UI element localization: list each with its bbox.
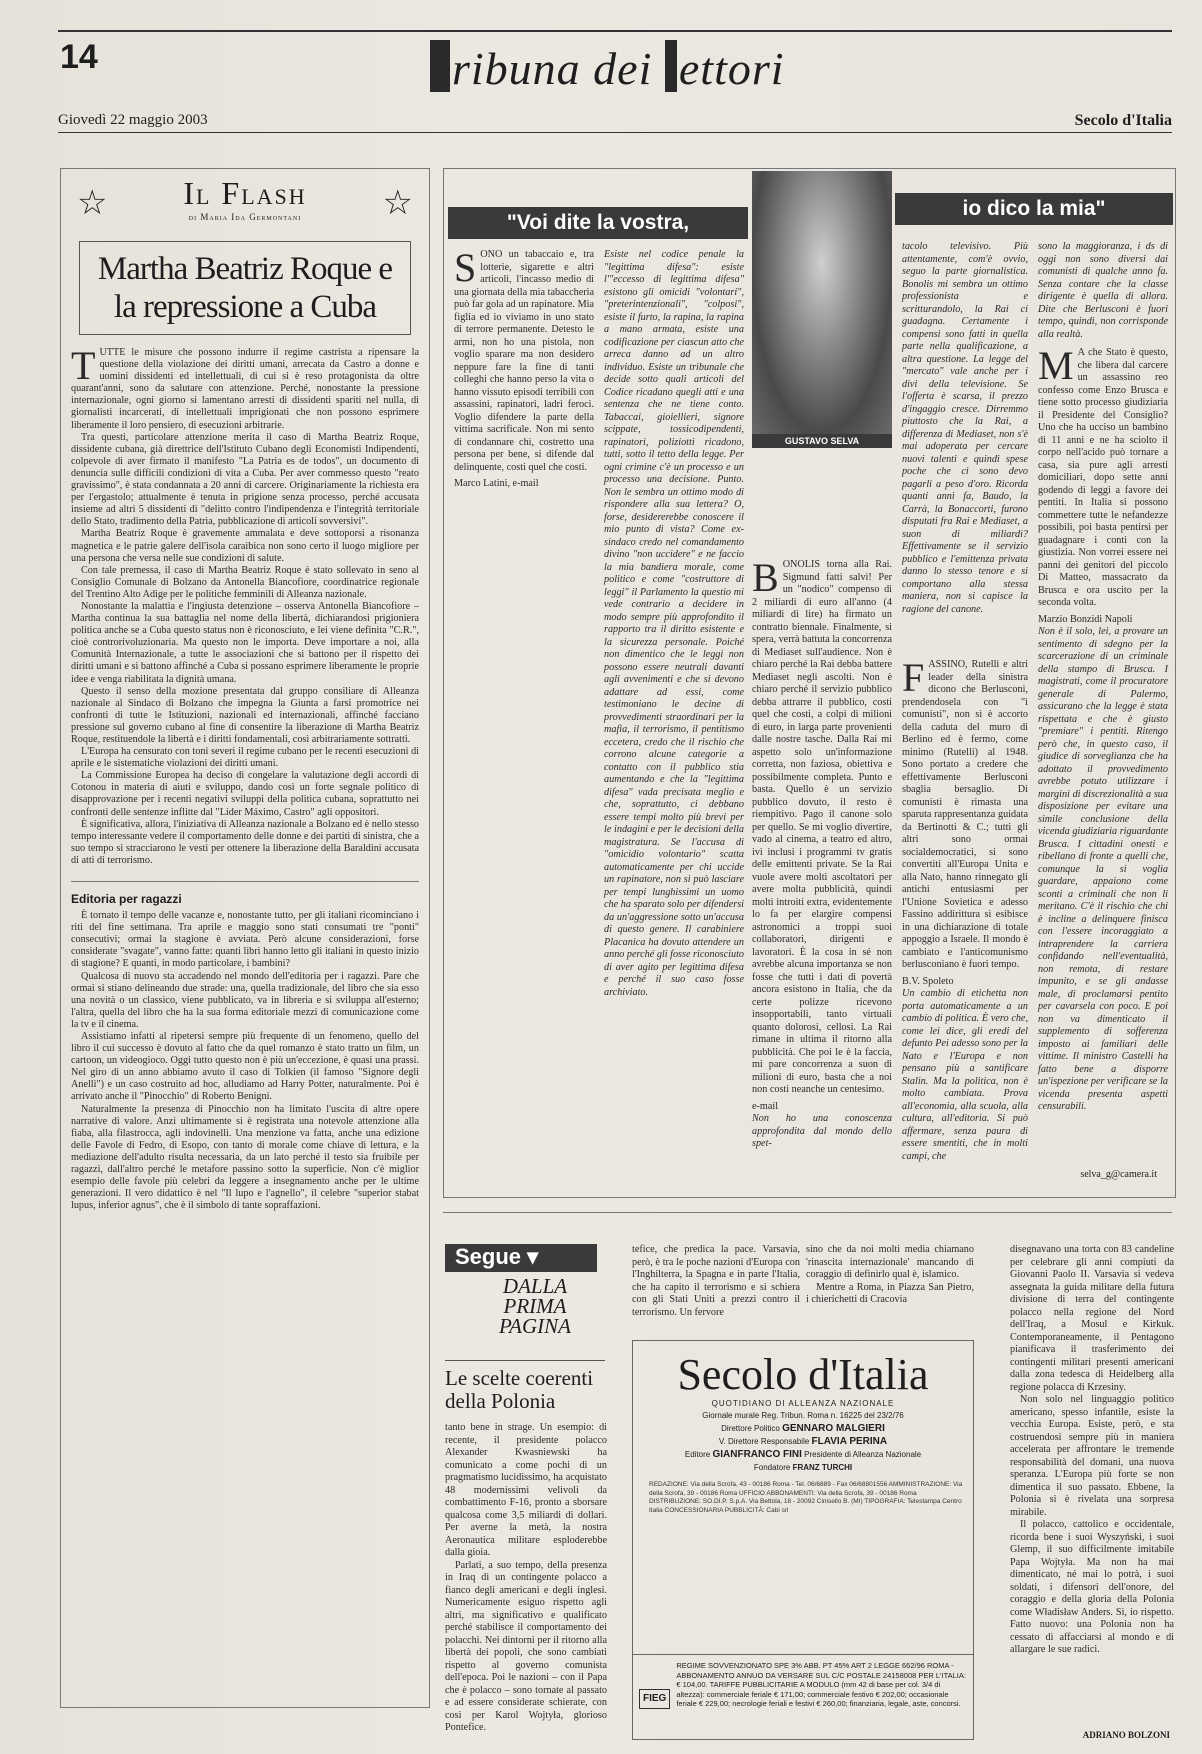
top-rule: [58, 30, 1172, 32]
letter-signature: B.V. Spoleto: [902, 975, 954, 987]
letter-reply: Non è il solo, lei, a provare un sentimento di sdegno per la scarcerazione di un criminale della stampo di Brusca. I magistrati, come il procuratore generale di Palermo, assicurano che la legge è stata rispettata e che è giusto "premiare" i pentiti. Ritengo però che, in questo caso, il giudice di sorveglianza che ha adottato il provvedimento avrebbe potuto utilizzare i margini di discrezionalità a sua disposizione per evitare una simile conclusione della vicenda giudiziaria riguardante Brusca. I cittadini onesti e ribellano di fronte a quelli che, comunque la si voglia guardare, appaiono come sconti a criminali che non li meritano. C'è il rischio che chi è incline a delinquere finisca con l'essere incoraggiato a intraprendere la carriera confidando nell'eventualità, non remota, di restare impunito, e se gli andasse male, di proclamarsi pentito per cavarsela con poco. E poi non va dimenticato il supplemento di sofferenza imposto ai familiari delle vittime. Il ministro Castelli ha fatto bene a disporre un'ispezione per verificare se la vicenda presenta aspetti censurabili.: [1038, 626, 1168, 1112]
paper-logo: Secolo d'Italia: [677, 1350, 929, 1399]
segue-column-4: disegnavano una torta con 83 candeline per celebrare gli anni compiuti da Giovanni Paolo II. Varsavia si vedeva assegnata la guida militare della futura divisione di terra del contingente polacco nella regione del Nord dell'Iraq, a Mosul e Kirkuk. Contemporaneamente, il Pentagono pianificava il trasferimento dei contingenti militari presenti americani dalla zona tedesca di Heidelberg alla regione polacca di Krzesiny. Non solo nel linguaggio politico americano, spesso infantile, esiste la vecchia Europa. Esiste, però, e sta costruendosi sempre più in maniera accelerata per affrontare le tremende responsabilità del domani, una nuova speranza. L'Europa più forte se non dimentica il suo passato. Ebbene, la Polonia si è rivelata una sorpresa mirabile. Il polacco, cattolico e occidentale, ricorda bene i suoi Wyszyński, i suoi Glemp, il suo difficilmente imitabile Papa Wojtyła. Ma non ha mai dimenticato, né mai lo potrà, i suoi soldati, i difensori dell'onore, del coraggio e della gloria della Polonia come Władisław Anders. Si, io rispetto. Fatto nuovo: una Polonia non ha cessato di affacciarsi al mondo e di allargare le sue radici.: [1010, 1244, 1174, 1655]
paragraph: Con tale premessa, il caso di Martha Beatriz Roque è stato sollevato in seno al Consiglio Comunale di Bolzano da Antonella Biancofiore, coordinatrice regionale del Trentino Alto Adige per le politiche femminili di Alleanza nazionale.: [71, 564, 419, 600]
letter-column-2: BONOLIS torna alla Rai. Sigmund fatti salvi! Per un "nodico" compenso di 2 miliardi di euro all'anno (4 miliardi di lire) ha firmato un contratto biennale. Finalmente, si spera, verrà battuta la concorrenza di Mediaset sull'audience. Non è chiaro perché la Rai debba battere Mediaset negli ascolti. Non è chiaro perché il servizio pubblico debba attrarre il pubblico, costi quel che costi, a colpi di milioni di euro, in larga parte provenienti dalle nostre tasche. Dalla Rai mi aspetto solo un'informazione corretta, non faziosa, obiettiva e possibilmente completa. Punto e basta. Quello è un servizio pubblico dovuto, il resto è riempitivo. Pago il canone solo per quello. Se mi voglio divertire, vado al cinema, a teatro ed altro, ivi inclusi i programmi tv gratis delle emittenti private. Se la Rai vuole avere molti ascoltatori per avere molta pubblicità, quindi molti introiti extra, evidentemente lo fa per elargire compensi astronomici a troppi suoi collaboratori, dirigenti e lavoratori. È la cosa in sé non avrebbe alcuna importanza se non fosse che tutti i dati di povertà ancora esistono in Italia, che da certe polizze ricevono insopportabili, tanto virtuali quanto dolorosi, cellosi. La Rai rimane in ultima il ritorno alla pubblicità. Che poi le è la faccia, mi pare concorrenza a suon di milioni di euro, basta che a noi non costi neanche un centesimo. e-mail Non ho una conoscenza approfondita dal mondo dello spet-: [752, 555, 892, 1149]
paper-subtitle: QUOTIDIANO DI ALLEANZA NAZIONALE: [711, 1399, 895, 1408]
letter-column-3: FASSINO, Rutelli e altri leader della sinistra dicono che Berlusconi, prendendosela con "i comunisti", non si è accorto della caduta del muro di Berlino ed è fermo, come minimo (Rutelli) al 1948. Sono portato a credere che effettivamente Berlusconi sbaglia bersaglio. Di comunisti è rimasta una sparuta rappresentanza guidata da Bertinotti & C.; tutti gli altri sono ormai socialdemocratici, si sono convertiti all'Europa Unita e alla Nato, hanno rinnegato gli antichi entusiasmi per l'Unione Sovietica e adesso Fassino addirittura si esibisce in una dichiarazione di totale appoggio a Israele. Il mondo è cambiato e l'anticomunismo berlusconiano è fuori tempo. B.V. Spoleto Un cambio di etichetta non porta automaticamente a un cambio di politica. È vero che, come lei dice, gli eredi del defunto Pei adesso sono per la Nato e l'Europa e non pensano più a santificare Stalin. Ma la politica, non è molto cambiata. Prova all'economia, alla scuola, alla cultura, all'editoria. Si può affermare, senza paura di essere smentiti, che in molti campi, che: [902, 655, 1028, 1162]
il-flash-header: [71, 175, 419, 235]
star-icon: ☆: [77, 185, 108, 222]
editor-name: GIANFRANCO FINI: [712, 1449, 802, 1460]
director-name: GENNARO MALGIERI: [782, 1423, 885, 1434]
il-flash-column: [60, 168, 430, 1708]
author-email: selva_g@camera.it: [1080, 1169, 1157, 1180]
segue-headline: Le scelte coerenti della Polonia: [445, 1360, 605, 1413]
article-headline: Martha Beatriz Roque e la repressione a Cuba: [97, 251, 393, 325]
colophon-address: REDAZIONE: Via della Scrofa, 43 - 00186 Roma - Tel. 06/6889 - Fax 06/68801556 AMMINISTRAZIONE: Via della Scrofa, 39 - 00186 Roma UFFICIO ABBONAMENTI: Via della Scrofa, 39 - 00186 Roma DISTRIBUZIONE: SO.DI.P. S.p.A. Via Bettola, 18 - 20092 Cinisello B. (MI) TIPOGRAFIA: Telestampa Centro Italia CONCESSIONARIA PUBBLICITÀ: Cabi srl: [649, 1481, 963, 1514]
headline-box: [79, 241, 411, 335]
registration: Giornale murale Reg. Tribun. Roma n. 16225 del 23/2/76: [702, 1411, 904, 1420]
tag-voi-dite: "Voi dite la vostra,: [448, 207, 748, 239]
letters-box: [443, 168, 1176, 1198]
segue-column-2: tefice, che predica la pace. Varsavia, però, è tra le poche nazioni d'Europa con l'Inghilterra, la Spagna e in parte l'Italia, che ha capito il terrorismo e si schiera con gli Stati Uniti a prezzi contro il terrorismo. Un fervore: [632, 1244, 800, 1318]
paragraph: L'Europa ha censurato con toni severi il regime cubano per le recenti esecuzioni di aprile e le sistematiche violazioni dei diritti umani.: [71, 746, 419, 770]
paragraph: Naturalmente la presenza di Pinocchio non ha limitato l'uscita di altre opere narrative di valore. Anzi ultimamente si è registrata una notevole attenzione alla fiaba, alla filastrocca, agli indovinelli. Una menzione va fatta, anche una edizione delle Favole di Fedro, di Esopo, con tanto di morale come chiave di lettura, e la mediazione dell'adulto risulta necessaria, da un lato perché il testo sia fruibile per ragazzi, dall'altro perché le metafore passino sotto la superficie. Non c'è miglior esempio delle favole più celebri da leggere a insegnamento anche per le ultime generazioni. Il vero didattico è nel "Il lupo e l'agnello", il celebre "superior stabat lupus, inferior agnus", che è il simbolo di tante sopraffazioni.: [71, 1103, 419, 1212]
letter-signature: e-mail: [752, 1100, 779, 1112]
segue-column-1: tanto bene in strage. Un esempio: di recente, il presidente polacco Alexander Kwasniewski ha comunicato a come pochi di un pragmatismo lucidissimo, ha acquistato 48 modernissimi velivoli da combattimento F-16, pronto a sborsare qualcosa come 3,5 miliardi di dollari. Per averne la metà, la nostra Aeronautica militare esploderebbe dalla gioia. Parlati, a suo tempo, della presenza in Iraq di un contingente polacco a fianco degli americani e degli inglesi. Numericamente esiguo rispetto agli altri, ma significativo e qualificato perché stabilisce il comportamento dei polacchi. Nei dintorni per il ritorno alla libertà dei popoli, che sono cambiati rispetto al governo comunista dell'epoca. Poi le nazioni – con il Papa che è polacco – sono tornate al passato e ad essere considerate schierate, con così per Karol Wojtyła, glorioso Pontefice.: [445, 1422, 607, 1733]
masthead-t-block: [430, 40, 450, 92]
paragraph: È tornato il tempo delle vacanze e, nonostante tutto, per gli italiani ricominciano i riti del fine settimana. Tra aprile e maggio sono stati consumati tre "ponti" consecutivi; ormai la stagione è avviata. Però alcune considerazioni, forse considerate "svagate", vanno fatte: quanti libri hanno letto gli italiani in questo inizio di stagione? E quanti, in modo particolare, i bambini?: [71, 910, 419, 970]
segue-column-3: sino che da noi molti media chiamano 'rinascita internazionale' mancando di coraggio di definirlo qual è, islamico. Mentre a Roma, in Piazza San Pietro, i chierichetti di Cracovia: [806, 1244, 974, 1305]
letter-reply-2: tacolo televisivo. Più attentamente, com'è ovvio, seguo la parte giornalistica. Bonolis mi sembra un ottimo professionista e scritturandolo, la Rai ci guadagna. Certamente i compensi sono fatti in quella parte nella qualificazione, a altra questione. La legge del "mercato" vale anche per i divi della televisione. Se l'offerta è scarsa, il prezzo d'ingaggio cresce. Dirremmo piuttosto che la Rai, a differenza di Mediaset, non s'è mai adoperata per cercare nuovi talenti e quindi spese poche che ci sono devo pagarli a peso d'oro. Ricorda quanti anni fa, Baudo, la Carrà, la Bonaccorti, furono disputati fra Rai e Mediaset, a suon di miliardi? Effettivamente se il servizio pubblico e l'emittenza privata danno lo stesso tenore e si comportano alla stessa maniera, non si capisce la ragione del canone.: [902, 241, 1028, 615]
photo-caption: GUSTAVO SELVA: [752, 434, 892, 448]
article-body: TUTTE le misure che possono indurre il regime castrista a ripensare la questione della violazione dei diritti umani, arrecata da Castro a donne e uomini dissidenti ed intellettuali, di cui si è reso protagonista da oltre quarant'anni, sono da salutare con attenzione. Perché, nonostante la pressione internazionale, ogni giorno si lamentano arresti di dissidenti spariti nel nulla, di giornalisti incarcerati, di intellettuali imprigionati che non possono esprimere liberamente il loro pensiero, di esecuzioni arbitrarie. Tra questi, particolare attenzione merita il caso di Martha Beatriz Roque, dissidente cubana, già direttrice dell'Istituto Cubano degli Economisti Indipendenti, colpevole di aver firmato il manifesto "La Patria es de todos", un documento di denuncia sulle difficili condizioni di vita a Cuba. Per aver commesso questo "reato gravissimo", è stata condannata a 20 anni di carcere. Originariamente la richiesta era per l'ergastolo; attualmente è tenuta in prigione senza processo, perché accusata insieme ad altri 5 dissidenti di "delitto contro l'indipendenza e l'integrità territoriale dello Stato, tradimento della Patria, pubblicazione di articoli sovversivi". Martha Beatriz Roque è gravemente ammalata e deve sottoporsi a risonanza magnetica e le patrie galere dell'isola caraibica non sono certo il luogo migliore per una persona che versa nelle sue condizioni di salute. Con tale premessa, il caso di Martha Beatriz Roque è stato sollevato in seno al Consiglio Comunale di Bolzano da Antonella Biancofiore, coordinatrice regionale del Trentino Alto Adige per le politiche femminili di Alleanza nazionale. Nonostante la malattia e l'ingiusta detenzione – osserva Antonella Biancofiore – Martha continua la sua battaglia nel nome della libertà, dichiarandosi prigioniera politica anche se a Cuba questo status non è riconosciuto, e lei viene definita "C.R.", cioè controrivoluzionaria. Ma questo non le importa. Deve importare a noi, alla Comunità Internazionale, a tutte le associazioni che si battono per il rispetto dei diritti umani e si battono affinché a Cuba si possano esprimere liberamente le proprie idee e venga riabilitata la dignità umana. Questo il senso della mozione presentata dal gruppo consiliare di Alleanza nazionale al Sindaco di Bolzano che impegna la Giunta a farsi promotrice nei confronti di tutte le Istituzioni, nazionali ed internazionali, affinché facciano pressione sul governo cubano al fine di consentire la liberazione di Martha Beatriz Roque, restituendole la libertà e i diritti fondamentali, così arbitrariamente sottratti. L'Europa ha censurato con toni severi il regime cubano per le recenti esecuzioni di aprile e le sistematiche violazioni dei diritti umani. La Commissione Europea ha deciso di congelare la valutazione degli accordi di Cotonou in materia di aiuti e sviluppo, dando così un forte segnale politico di disapprovazione per i recenti negativi sviluppi della politica cubana, soprattutto nei confronti delle sentenze inflitte dal "Líder Máximo, Castro" agli oppositori. È significativa, allora, l'iniziativa di Alleanza nazionale a Bolzano ed è nello stesso tempo interessante vedere il comportamento delle donne e dei partiti di sinistra, che a suo tempo si stracciarono le vesti per ottenere la liberazione della Baraldini accusata di atti di terrorismo.: [71, 343, 419, 866]
letter-signature: Marco Latini, e-mail: [454, 478, 539, 489]
segue-author: ADRIANO BOLZONI: [1082, 1730, 1170, 1740]
il-flash-title: Il Flash: [183, 175, 307, 211]
section-divider: [71, 881, 419, 882]
drop-cap: F: [902, 655, 925, 700]
fieg-logo: FIEG: [639, 1689, 670, 1709]
paper-name: Secolo d'Italia: [1074, 112, 1172, 129]
bottom-rule: [443, 1212, 1172, 1213]
header-rule: [58, 132, 1172, 133]
letter-reply: Non ho una conoscenza approfondita dal mondo dello spet-: [752, 1113, 892, 1149]
spacer: [604, 549, 744, 559]
founder-name: FRANZ TURCHI: [792, 1463, 853, 1472]
tag-io-dico: io dico la mia": [895, 193, 1173, 225]
issue-date: Giovedì 22 maggio 2003: [58, 112, 208, 128]
star-icon: ☆: [382, 185, 413, 222]
paragraph: Assistiamo infatti al ripetersi sempre più frequente di un fenomeno, quello del libro il cui successo è dovuto al fatto che da quel romanzo è stato tratto un film, un cartoon, un videogioco. Oggi tutto questo non è più un'eccezione, è quasi una prassi. Nel giro di un anno abbiamo avuto il caso di Tolkien (il famoso "Signore degli Anelli") e un caso costruito ad hoc, alludiamo ad Harry Potter, naturalmente. Poi è arrivato anche il "Pinocchio" di Roberto Benigni.: [71, 1030, 419, 1103]
article-body-2: [71, 910, 419, 1212]
section-masthead: ribuna dei ettori: [430, 40, 785, 95]
continued-from: DALLA PRIMA PAGINA: [499, 1274, 571, 1338]
paragraph: Martha Beatriz Roque è gravemente ammalata e deve sottoporsi a risonanza magnetica e le patrie galere dell'isola caraibica non sono certo il luogo migliore per una persona che versa nelle sue condizioni di salute.: [71, 528, 419, 564]
letter-signature: Marzio Bonzidi Napoli: [1038, 613, 1133, 625]
letter-column-1: SONO un tabaccaio e, tra lotterie, sigarette e altri articoli, l'incasso medio di una giornata della mia tabaccheria può far gola ad un rapinatore. Mia figlia ed io viviamo in uno stato di terrore permanente. Detesto le armi, non ho una pistola, non voglio sparare ma non desidero neppure fare la fine di tanti colleghi che hanno perso la vita o hanno vissuto episodi terribili con assassini, rapinatori, ladri feroci. Voglio difendere la parte della vittima sacrificale. Non mi sento di condannare chi, costretto una persona per bene, si difende dal delinquente, costi quel che costi. Marco Latini, e-mail: [454, 245, 594, 489]
portrait-photo: [752, 171, 892, 434]
drop-cap: B: [752, 555, 779, 600]
letter-reply-1: Esiste nel codice penale la "legittima difesa": esiste l'"eccesso di legittima difesa" esistono gli omicidi "volontari", "preterintenzionali", "colposi", esiste il furto, la rapina, la rapina a mano armata, esiste una codificazione per ciascun atto che arreca danno ad un altro individuo. Esiste un tribunale che decide sotto quali articoli del Codice ricadano quegli atti e una sentenza che ne tiene conto. Tabaccai, gioiellieri, signore scippate, tossicodipendenti, rapinatori, poliziotti ricadono, tutti, sotto il tetto della legge. Per ogni crimine c'è un processo e un processo una decisione. Punto. Non le sembra un ottimo modo di rispondere alla sua lettera? O, forse, desidererebbe conoscere il mio punto di vista? Come ex-sindaco credo nel comandamento divino "non uccidere" e ne faccio la mia bandiera morale, come politico e come "costruttore di leggi" il Parlamento la questio mi vede contrario a decidere in modo sempre più approfondito il rapporto tra il diritto esistente e la sicurezza personale. Poiché non dimentico che le leggi non possono essere neutrali davanti agli avvenimenti e che si devono adattare ad essi, come testimoniano le decine di provvedimenti straordinari per la mafia, il terrorismo, il pentitismo eccetera, credo che il rischio che corrono alcune categorie a contatto con il pubblico stia aumentando e che la "legittima difesa" vada precisata meglio e che, soprattutto, ci debbano essere tempi molto più brevi per le indagini e per le decisioni della magistratura. Se l'accusa di "omicidio volontario" scatta automaticamente per chi uccide un rapinatore, non si può lasciare per tempi lunghissimi un uomo che ha sparato solo per difendersi da un'aggressione sotto un'accusa di questo genere. Il carabiniere Placanica ha dovuto attendere un anno perché gli fosse riconosciuto di aver agito per legittima difesa e perché il suo caso fosse archiviato.: [604, 249, 744, 998]
paragraph: Questo il senso della mozione presentata dal gruppo consiliare di Alleanza nazionale al Sindaco di Bolzano che impegna la Giunta a farsi promotrice nei confronti di tutte le Istituzioni, nazionali ed internazionali, affinché facciano pressione sul governo cubano al fine di consentire la liberazione di Martha Beatriz Roque, restituendole la libertà e i diritti fondamentali, così arbitrariamente sottratti.: [71, 685, 419, 745]
section-heading: Editoria per ragazzi: [71, 892, 182, 907]
il-flash-byline: di Maria Ida Germontani: [188, 212, 302, 222]
drop-cap: M: [1038, 343, 1074, 388]
page-number: 14: [60, 38, 98, 76]
drop-cap: S: [454, 245, 477, 290]
letter-reply: Un cambio di etichetta non porta automaticamente a un cambio di politica. È vero che, come lei dice, gli eredi del defunto Pei adesso sono per la Nato e l'Europa e non pensano più a santificare Stalin. Ma la politica, non è molto cambiata. Prova all'economia, alla scuola, alla cultura, all'editoria. Si può affermare, senza paura di essere smentiti, che in molti campi, che: [902, 988, 1028, 1162]
paragraph: Tra questi, particolare attenzione merita il caso di Martha Beatriz Roque, dissidente cubana, già direttrice dell'Istituto Cubano degli Economisti Indipendenti, colpevole di aver firmato il manifesto "La Patria es de todos", un documento di denuncia sulle difficili condizioni di vita a Cuba. Per aver commesso questo "reato gravissimo", è stata condannata a 20 anni di carcere. Originariamente la richiesta era per l'ergastolo; attualmente è tenuta in prigione senza processo, perché accusata insieme ad altri 5 dissidenti di "delitto contro l'indipendenza e l'integrità territoriale dello Stato, tradimento della Patria, pubblicazione di articoli sovversivi".: [71, 431, 419, 528]
segue-tag: Segue ▾: [445, 1244, 597, 1272]
subscription-info: FIEG REGIME SOVVENZIONATO SPE 3% ABB. PT 45% ART 2 LEGGE 662/96 ROMA - ABBONAMENTO ANNUO DA VERSARE SUL C/C POSTALE 24158008 PER L'ITALIA: € 104,00. TARIFFE PUBBLICITARIE A MODULO (mm 42 di base per col. 3/4 di altezza): commerciale feriale € 171,00; commerciale festivo € 202,00; occasionale feriale € 229,00; necrologie feriali e festivi € 260,00; finanziaria, legale, aste, concorsi.: [633, 1654, 973, 1739]
paragraph: Nonostante la malattia e l'ingiusta detenzione – osserva Antonella Biancofiore – Martha continua la sua battaglia nel nome della libertà, dichiarandosi prigioniera politica anche se a Cuba questo status non è riconosciuto, e lei viene definita "C.R.", cioè controrivoluzionaria. Ma questo non le importa. Deve importare a noi, alla Comunità Internazionale, a tutte le associazioni che si battono per il rispetto dei diritti umani e si battono affinché a Cuba si possano esprimere liberamente le proprie idee e venga riabilitata la dignità umana.: [71, 600, 419, 685]
drop-cap: T: [71, 343, 96, 388]
masthead-l-block: [665, 40, 677, 92]
triangle-down-icon: ▾: [527, 1244, 539, 1269]
colophon-box: Secolo d'Italia QUOTIDIANO DI ALLEANZA NAZIONALE Giornale murale Reg. Tribun. Roma n. 16225 del 23/2/76 Direttore Politico GENNARO MALGIERI V. Direttore Responsabile FLAVIA PERINA Editore GIANFRANCO FINI Presidente di Alleanza Nazionale Fondatore FRANZ TURCHI REDAZIONE: Via della Scrofa, 43 - 00186 Roma - Tel. 06/6889 - Fax 06/68801556 AMMINISTRAZIONE: Via della Scrofa, 39 - 00186 Roma UFFICIO ABBONAMENTI: Via della Scrofa, 39 - 00186 Roma DISTRIBUZIONE: SO.DI.P. S.p.A. Via Bettola, 18 - 20092 Cinisello B. (MI) TIPOGRAFIA: Telestampa Centro Italia CONCESSIONARIA PUBBLICITÀ: Cabi srl FIEG REGIME SOVVENZIONATO SPE 3% ABB. PT 45% ART 2 LEGGE 662/96 ROMA - ABBONAMENTO ANNUO DA VERSARE SUL C/C POSTALE 24158008 PER L'ITALIA: € 104,00. TARIFFE PUBBLICITARIE A MODULO (mm 42 di base per col. 3/4 di altezza): commerciale feriale € 171,00; commerciale festivo € 202,00; occasionale feriale € 229,00; necrologie feriali e festivi € 260,00; finanziaria, legale, aste, concorsi.: [632, 1340, 974, 1740]
paragraph: La Commissione Europea ha deciso di congelare la valutazione degli accordi di Cotonou in materia di aiuti e sviluppo, dando così un forte segnale politico di disapprovazione per i recenti negativi sviluppi della politica cubana, soprattutto nei confronti delle sentenze inflitte dal "Líder Máximo, Castro" agli oppositori.: [71, 770, 419, 818]
letter-column-4: sono la maggioranza, i ds di oggi non sono diversi dai comunisti di qualche anno fa. Senza contare che la classe dirigente è quella di allora. Dite che Berlusconi è fuori tempo, quindi, non corrisponde alla realtà. M A che Stato è questo, che libera dal carcere un assassino reo confesso come Enzo Brusca e tiene sotto processo giudiziaria il Presidente del Consiglio? Uno che ha ucciso un bambino di 11 anni e ne ha sciolto il corpo nell'acido può tornare a casa, sia pure agli arresti domiciliari, dopo sette anni godendo di leggi a favore dei pentiti. In Italia si possono commettere tutte le nefandezze possibili, poi basta pentirsi per guadagnare i conti con la giustizia. Non vorrei essere nei panni dei genitori del piccolo Di Matteo, massacrato da Brusca e ora uscito per la seconda volta. Marzio Bonzidi Napoli Non è il solo, lei, a provare un sentimento di sdegno per la scarcerazione di un criminale della stampo di Brusca. I magistrati, come il procuratore generale di Palermo, assicurano che la legge è stata rispettata e che è giusto "premiare" i pentiti. Ritengo però che, in questo caso, il giudice di sorveglianza che ha adottato il provvedimento avrebbe potuto utilizzare i margini di discrezionalità a sua disposizione per evitare una simile conclusione della vicenda giudiziaria riguardante Brusca. I cittadini onesti e ribellano di fronte a quelli che, comunque la si voglia guardare, appaiono come sconti a criminali che non li meritano. C'è il rischio che chi è incline a delinquere finisca con l'essere incoraggiato a intraprendere la carriera confidando nell'eventualità, non remota, di restare impunito, e se gli andasse male, di proclamarsi pentito per cavarsela con poco. E poi non va dimenticato il supplemento di sofferenza imposto ai familiari delle vittime. Il ministro Castelli ha fatto bene a disporre un'ispezione per verificare se la vicenda presenta aspetti censurabili.: [1038, 241, 1168, 1112]
paragraph: Qualcosa di nuovo sta accadendo nel mondo dell'editoria per i ragazzi. Pare che ormai si stiano delineando due strade: una, quella tradizionale, del libro che sia esso una novità o un classico, viene pubblicato, va in libreria e si sviluppa all'esterno; l'altra, quella del libro che ha la sua forma editoriale mezzi di comunicazione come la tv e il cinema.: [71, 970, 419, 1030]
vice-director-name: FLAVIA PERINA: [811, 1436, 888, 1447]
paragraph: È significativa, allora, l'iniziativa di Alleanza nazionale a Bolzano ed è nello stesso tempo interessante vedere il comportamento delle donne e dei partiti di sinistra, che a suo tempo si stracciarono le vesti per ottenere la liberazione della Baraldini accusata di atti di terrorismo.: [71, 818, 419, 866]
